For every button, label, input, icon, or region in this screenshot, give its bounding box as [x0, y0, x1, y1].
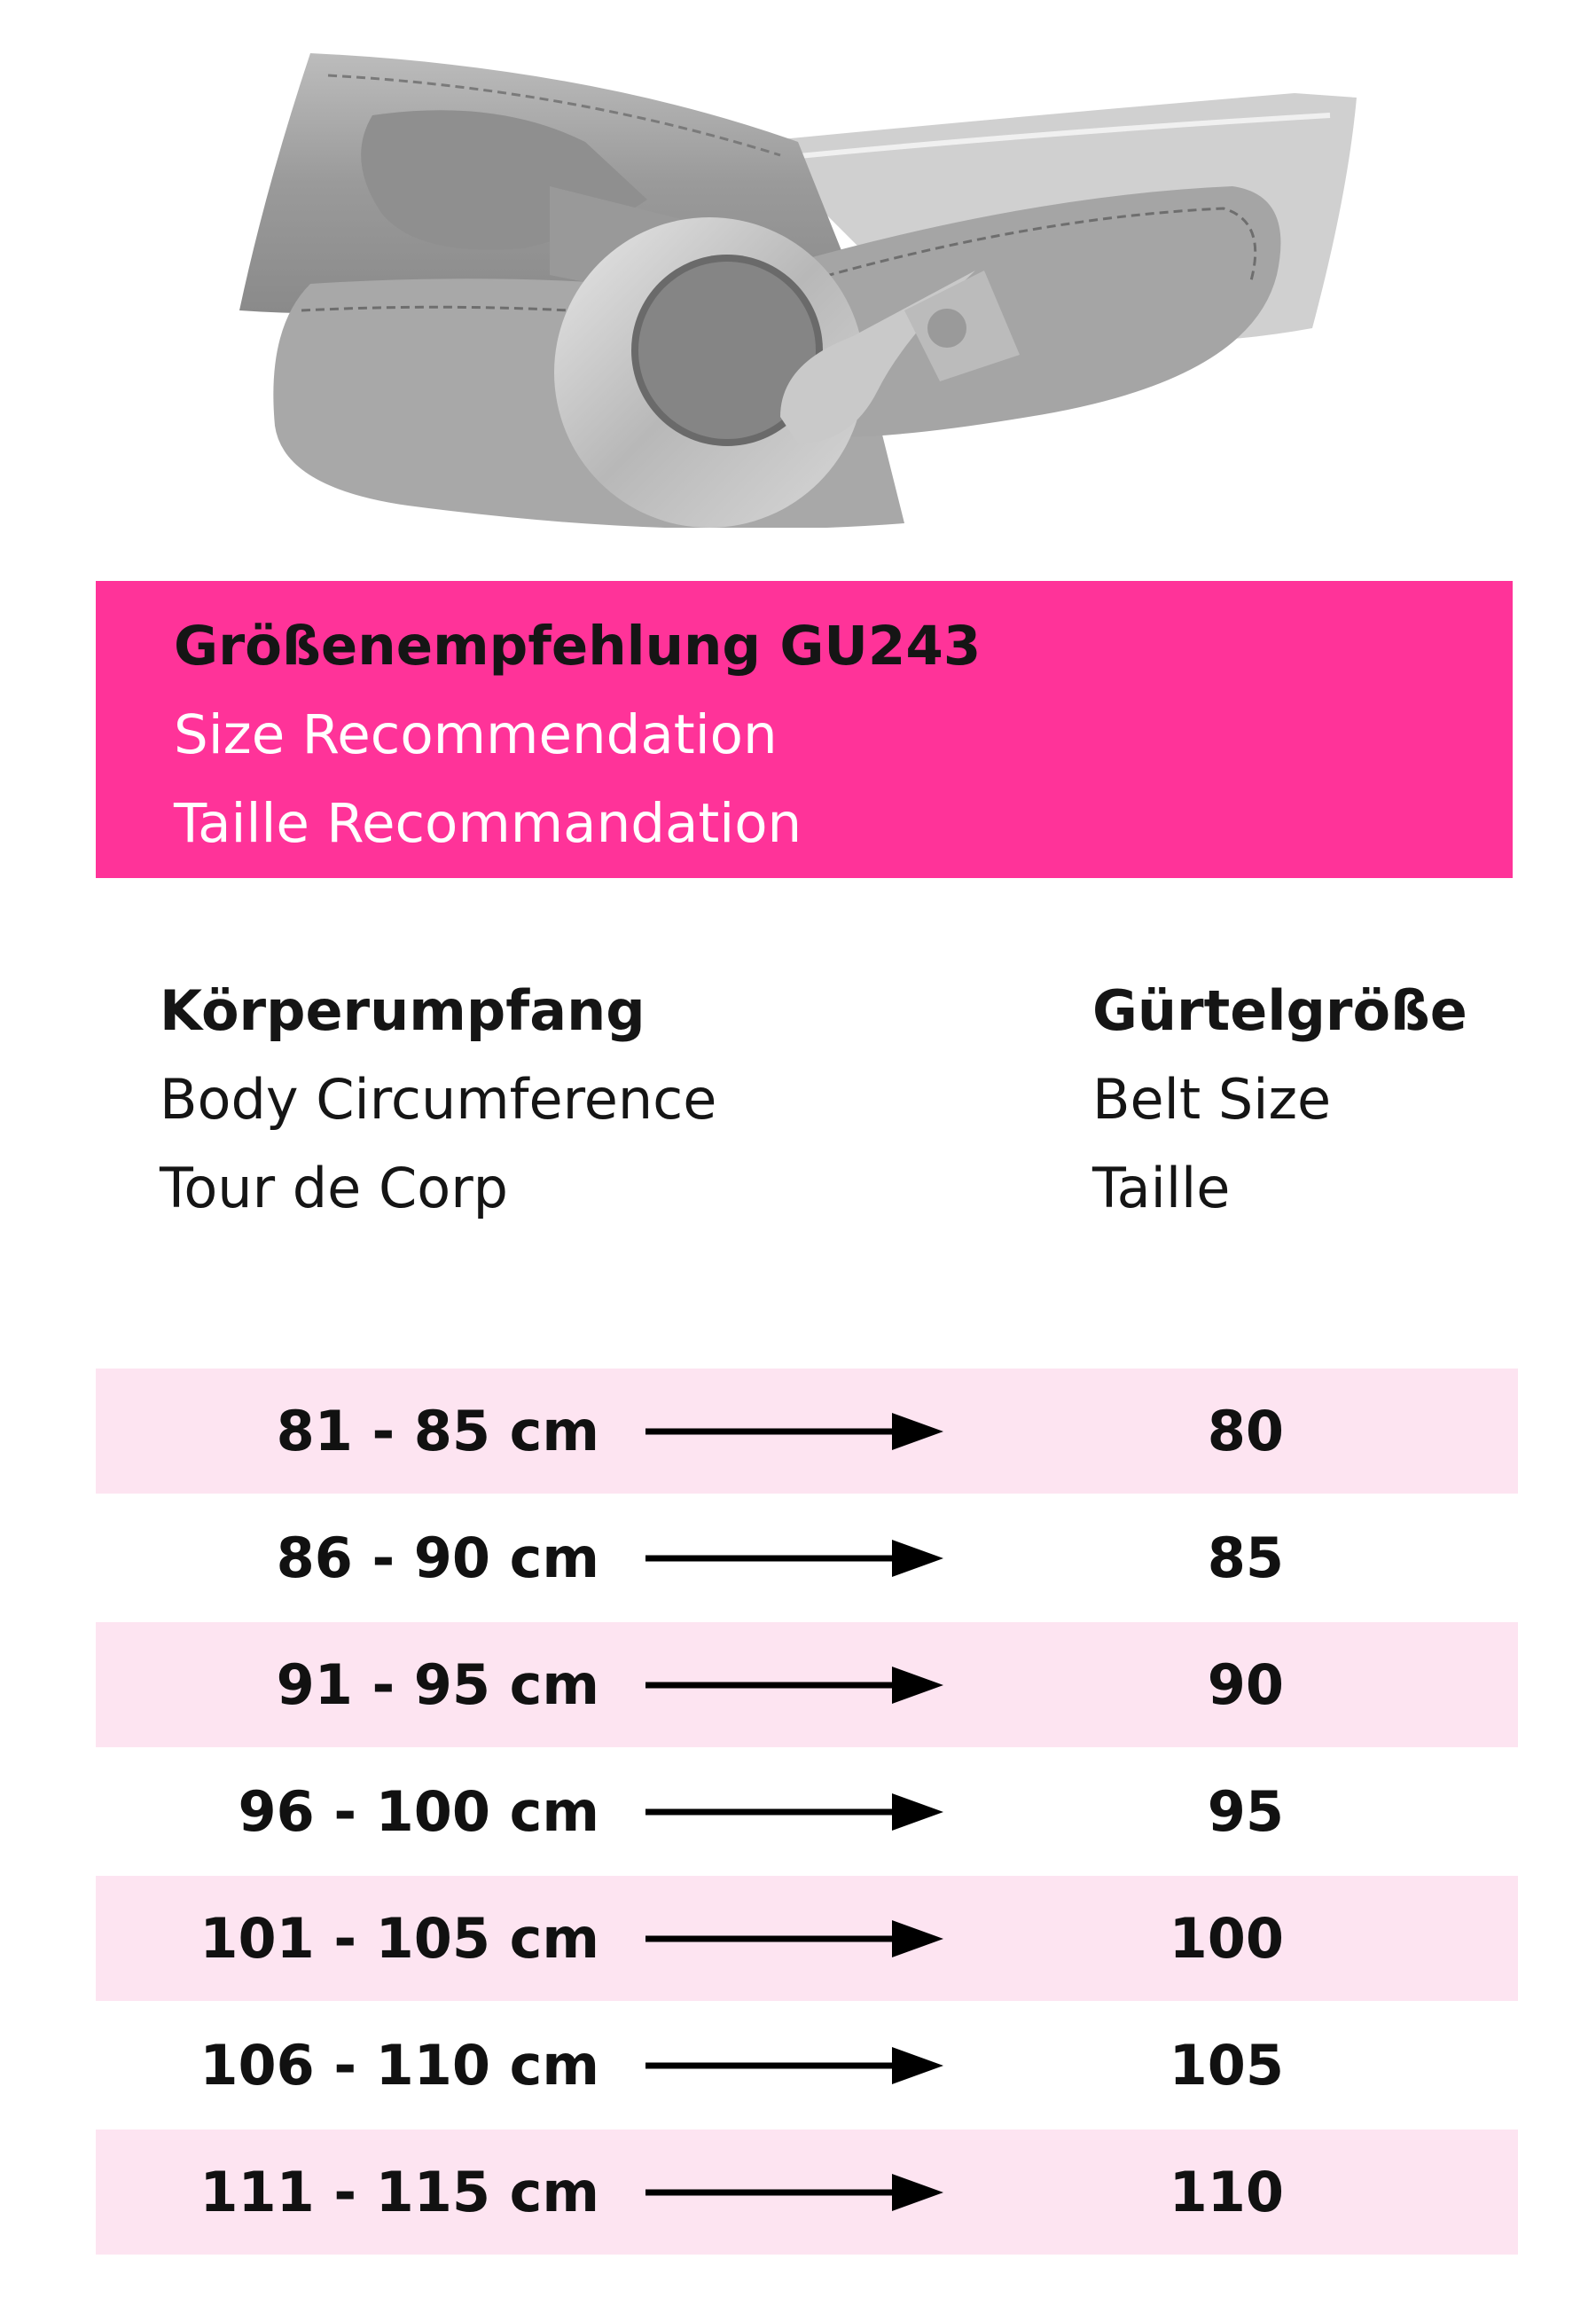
belt-column-title-en: Belt Size	[1092, 1067, 1332, 1132]
table-row	[96, 1749, 1518, 1874]
belt-size: 90	[1207, 1652, 1284, 1717]
banner-subtitle-fr: Taille Recommandation	[174, 792, 802, 855]
arrow-right-icon	[644, 1790, 945, 1834]
table-row	[96, 2130, 1518, 2255]
arrow-right-icon	[644, 1409, 945, 1454]
table-row	[96, 1622, 1518, 1747]
arrow-right-icon	[644, 2043, 945, 2088]
belt-size: 80	[1207, 1399, 1284, 1463]
arrow-right-icon	[644, 2170, 945, 2215]
belt-column-title: Gürtelgröße	[1092, 978, 1467, 1043]
body-column-title: Körperumpfang	[160, 978, 645, 1043]
body-range: 106 - 110 cm	[200, 2033, 599, 2098]
banner-subtitle-en: Size Recommendation	[174, 703, 778, 766]
body-column-title-en: Body Circumference	[160, 1067, 717, 1132]
belt-column-title-fr: Taille	[1092, 1156, 1231, 1220]
body-range: 111 - 115 cm	[200, 2160, 599, 2224]
belt-size: 100	[1169, 1906, 1284, 1971]
banner-title: Größenempfehlung GU243	[174, 615, 982, 678]
belt-size: 85	[1207, 1526, 1284, 1590]
header-banner	[96, 581, 1513, 878]
belt-size: 110	[1169, 2160, 1284, 2224]
body-column-title-fr: Tour de Corp	[160, 1156, 509, 1220]
body-range: 81 - 85 cm	[276, 1399, 599, 1463]
arrow-right-icon	[644, 1663, 945, 1707]
arrow-right-icon	[644, 1917, 945, 1961]
body-range: 101 - 105 cm	[200, 1906, 599, 1971]
body-range: 96 - 100 cm	[238, 1779, 599, 1844]
table-row	[96, 1495, 1518, 1620]
size-table	[96, 1369, 1518, 2256]
belt-product-image	[231, 44, 1374, 528]
table-row	[96, 2003, 1518, 2128]
table-row	[96, 1369, 1518, 1494]
belt-size: 95	[1207, 1779, 1284, 1844]
arrow-right-icon	[644, 1536, 945, 1580]
table-row	[96, 1876, 1518, 2001]
belt-size: 105	[1169, 2033, 1284, 2098]
body-range: 86 - 90 cm	[276, 1526, 599, 1590]
body-range: 91 - 95 cm	[276, 1652, 599, 1717]
